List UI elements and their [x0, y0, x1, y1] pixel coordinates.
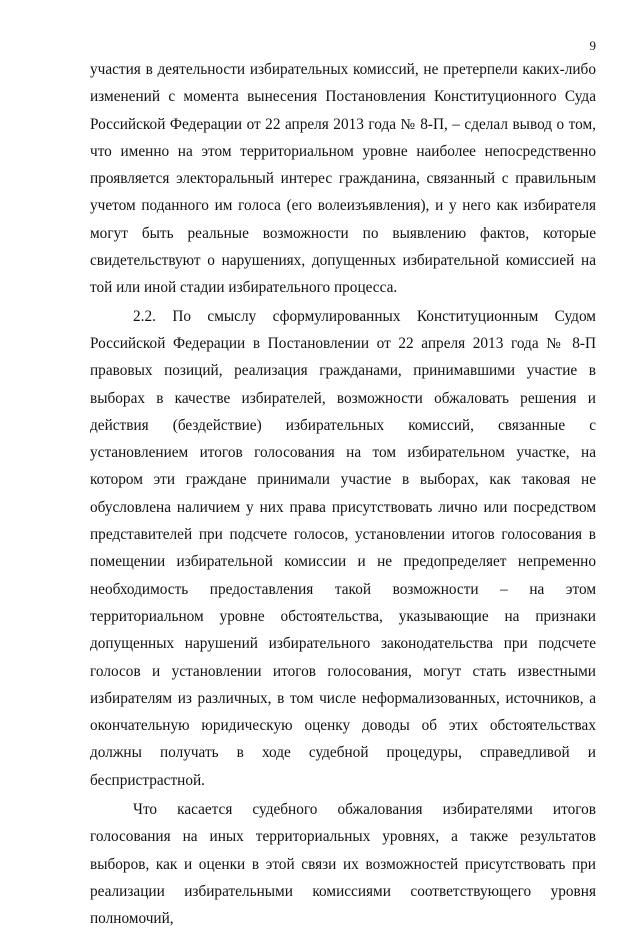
page-number: 9: [589, 38, 596, 53]
paragraph-continuation: участия в деятельности избирательных комиссий, не претерпели каких-либо изменений с момента вынесения Постановления Конституционного Суда Российской Федерации от 22 апреля 2013 года № 8-П, – сделал вывод о том, что именно на этом территориальном уровне наиболее непосредственно проявляется электоральный интерес гражданина, связанный с правильным учетом поданного им голоса (его волеизъявления), и у него как избирателя могут быть реальные возможности по выявлению фактов, которые свидетельствуют о нарушениях, допущенных избирательной комиссией на той или иной стадии избирательного процесса.: [90, 61, 596, 297]
paragraph-section-2-2: 2.2. По смыслу сформулированных Конституционным Судом Российской Федерации в Постановлении от 22 апреля 2013 года № 8-П правовых позиций, реализация гражданами, принимавшими участие в выборах в качестве избирателей, возможности обжаловать решения и действия (бездействие) избирательных комиссий, связанные с установлением итогов голосования на том избирательном участке, на котором эти граждане принимали участие в выборах, как таковая не обусловлена наличием у них права присутствовать лично или посредством представителей при подсчете голосов, установлении итогов голосования в помещении избирательной комиссии и не предопределяет непременно необходимость предоставления такой возможности – на этом территориальном уровне обстоятельства, указывающие на признаки допущенных нарушений избирательного законодательства при подсчете голосов и установлении итогов голосования, могут стать известными избирателям из различных, в том числе неформализованных, источников, а окончательную юридическую оценку доводы об этих обстоятельствах должны получать в ходе судебной процедуры, справедливой и беспристрастной.: [90, 307, 596, 789]
paragraph-judicial-appeal: Что касается судебного обжалования избирателями итогов голосования на иных территориальных уровнях, а также результатов выборов, как и оценки в этой связи их возможностей присутствовать при реализации избирательными комиссиями соответствующего уровня полномочий,: [90, 801, 596, 928]
document-body: [90, 56, 596, 933]
